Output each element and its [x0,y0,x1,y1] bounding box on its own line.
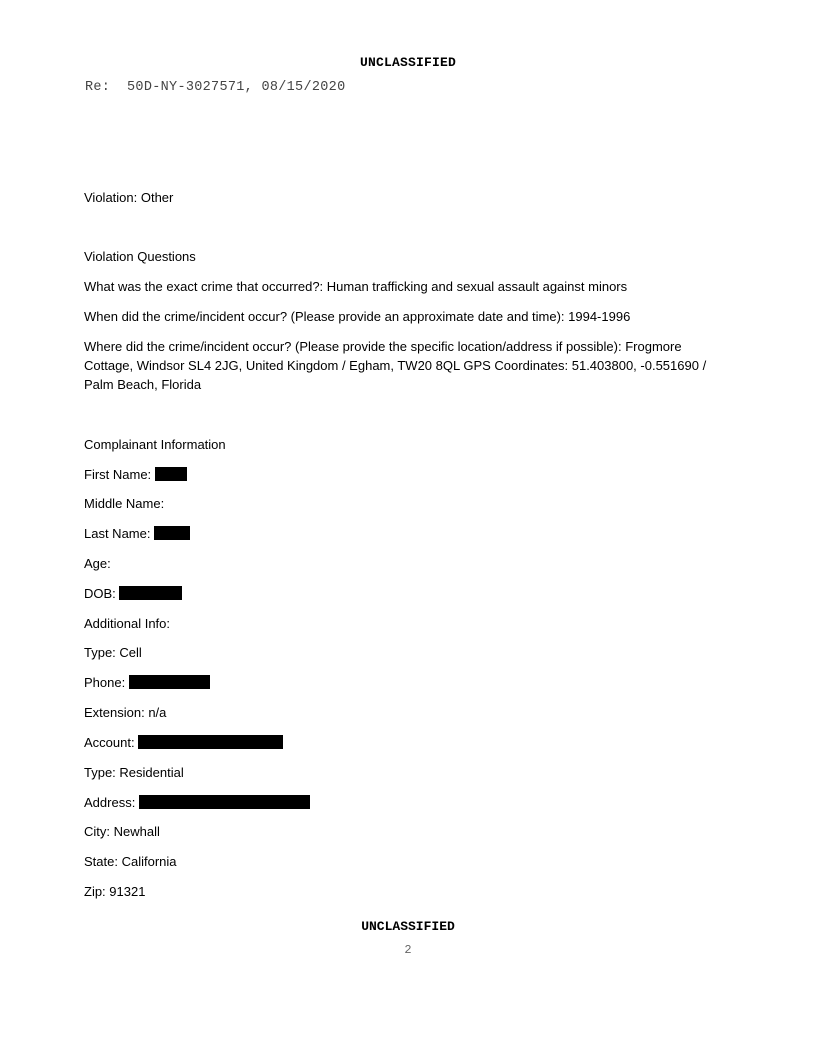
redaction-block [154,526,190,540]
reference-line [85,80,345,95]
redaction-block [129,675,210,689]
reference-label: Re: [85,80,111,95]
address-row [84,793,724,812]
first-name-label: First Name: [84,467,152,482]
type-cell-line: Type: Cell [84,645,142,660]
question-where: Where did the crime/incident occur? (Please provide the specific location/address if possible): Frogmore Cottage, Windsor SL4 2JG, United Kingdom / Egham, TW20 8QL GPS Coordinates: 51.403800, -0.551690 / Palm Beach, Florida [84,339,707,392]
zip-line: Zip: 91321 [84,884,146,899]
complainant-heading: Complainant Information [84,437,226,452]
question-when: When did the crime/incident occur? (Please provide an approximate date and time): 1994-1996 [84,309,631,324]
redaction-block [139,795,310,809]
page-number: 2 [404,943,412,957]
last-name-label: Last Name: [84,526,151,541]
phone-label: Phone: [84,675,126,690]
reference-value: 50D-NY-3027571, 08/15/2020 [127,80,346,95]
last-name-row [84,524,724,543]
additional-info-label: Additional Info: [84,616,171,631]
violation-line: Violation: Other [84,190,174,205]
account-label: Account: [84,735,135,750]
redaction-block [138,735,283,749]
middle-name-label: Middle Name: [84,496,165,511]
extension-line: Extension: n/a [84,705,167,720]
violation-questions-heading: Violation Questions [84,249,196,264]
first-name-row [84,465,724,484]
redaction-block [155,467,187,481]
question-crime: What was the exact crime that occurred?: Human trafficking and sexual assault against minors [84,279,628,294]
redaction-block [119,586,182,600]
footer-classification: UNCLASSIFIED [361,919,455,934]
address-label: Address: [84,795,136,810]
dob-label: DOB: [84,586,116,601]
dob-row [84,584,724,603]
age-label: Age: [84,556,111,571]
account-row [84,733,724,752]
header-classification: UNCLASSIFIED [359,55,456,70]
type-residential-line: Type: Residential [84,765,184,780]
phone-row [84,673,724,692]
state-line: State: California [84,854,177,869]
city-line: City: Newhall [84,824,160,839]
